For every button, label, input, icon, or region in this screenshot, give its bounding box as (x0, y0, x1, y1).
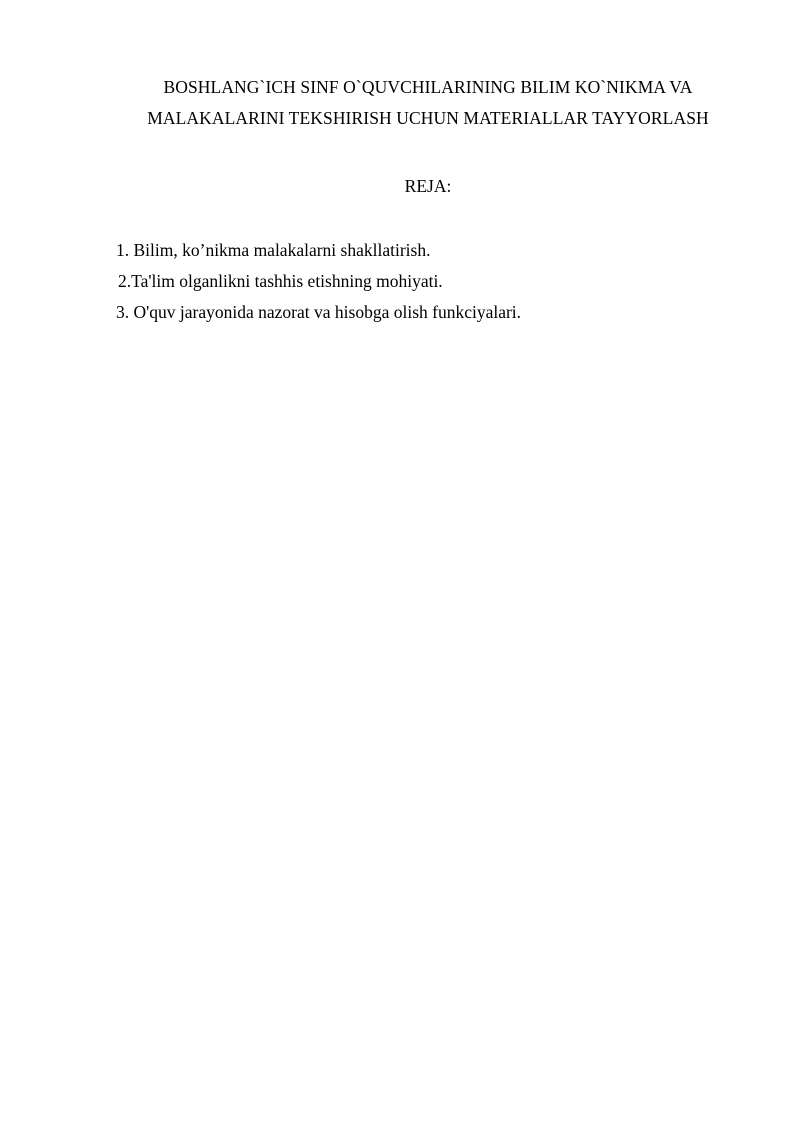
document-title (100, 72, 756, 134)
document-title-line-2: MALAKALARINI TEKSHIRISH UCHUN MATERIALLAR TAYYORLASH (147, 108, 709, 128)
plan-item-2: 2.Ta'lim olganlikni tashhis etishning mohiyati. (118, 271, 443, 291)
plan-item-3: 3. O'quv jarayonida nazorat va hisobga olish funkciyalari. (116, 302, 522, 322)
plan-list (116, 235, 521, 328)
document-title-line-1: BOSHLANG`ICH SINF O`QUVCHILARINING BILIM KO`NIKMA VA (163, 77, 693, 97)
plan-item-1: 1. Bilim, ko’nikma malakalarni shakllatirish. (116, 240, 431, 260)
plan-heading: REJA: (404, 176, 452, 196)
